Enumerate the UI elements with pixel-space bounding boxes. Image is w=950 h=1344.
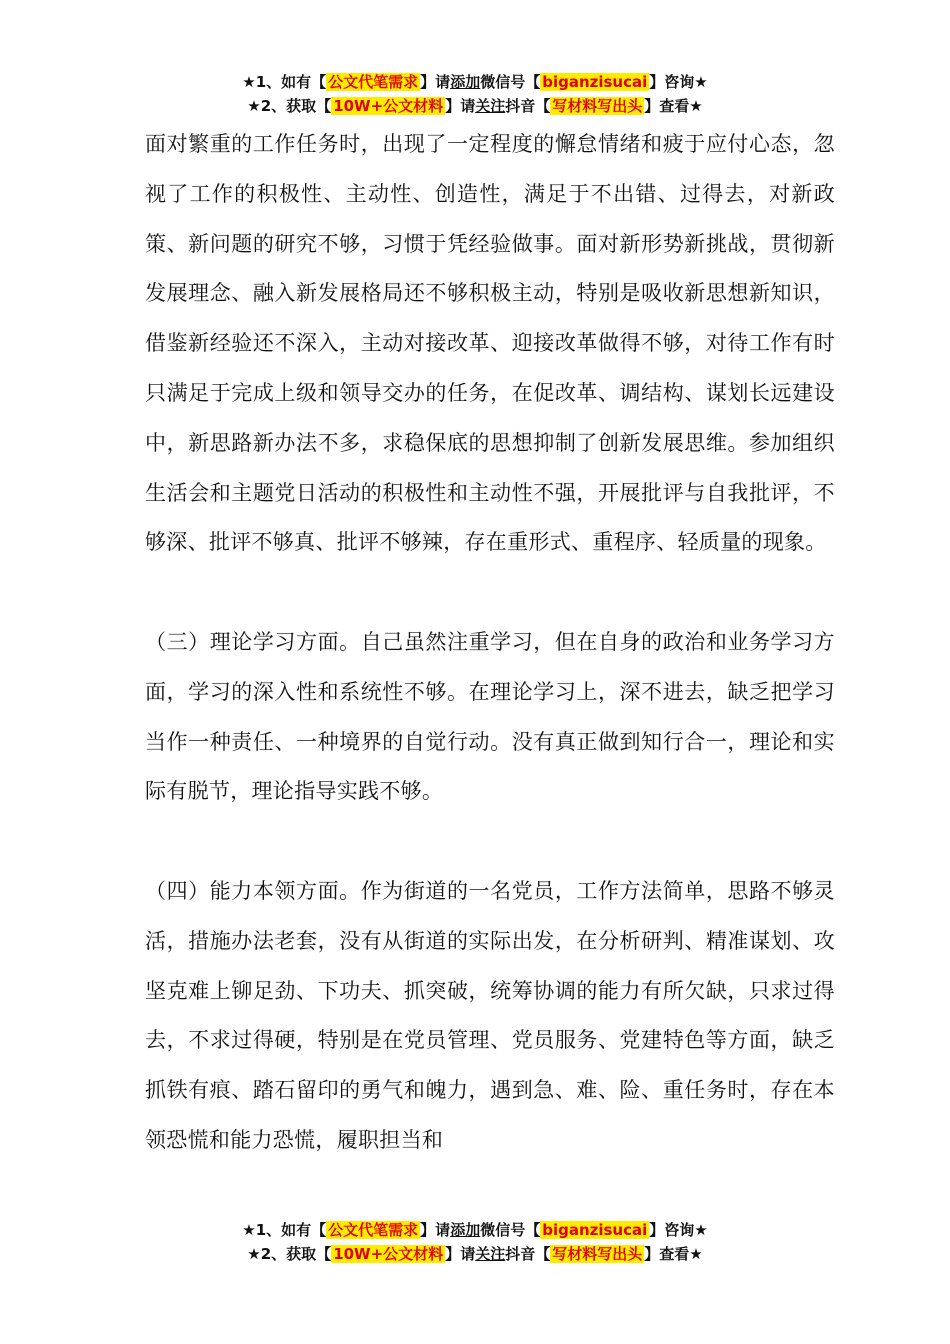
banner-line-1 <box>0 1218 950 1242</box>
banner-text: 】查看★ <box>644 1245 703 1263</box>
banner-line-1 <box>0 70 950 94</box>
body-paragraph: （三）理论学习方面。自己虽然注重学习，但在自身的政治和业务学习方面，学习的深入性和系统性不够。在理论学习上，深不进去，缺乏把学习当作一种责任、一种境界的自觉行动。没有真正做到知行合一，理论和实际有脱节，理论指导实践不够。 <box>145 629 835 804</box>
paragraph-gap <box>145 817 835 867</box>
banner-text: ★2、获取【 <box>247 97 332 115</box>
banner-highlight: 公文代笔需求 <box>328 1221 419 1239</box>
banner-text: 】咨询★ <box>649 1221 708 1239</box>
banner-underline: 关注 <box>475 1245 506 1263</box>
body-paragraph: （四）能力本领方面。作为街道的一名党员，工作方法简单，思路不够灵活，措施办法老套，没有从街道的实际出发，在分析研判、精准谋划、攻坚克难上铆足劲、下功夫、抓突破，统筹协调的能力有所欠缺，只求过得去，不求过得硬，特别是在党员管理、党员服务、党建特色等方面，缺乏抓铁有痕、踏石留印的勇气和魄力，遇到急、难、险、重任务时，存在本领恐慌和能力恐慌，履职担当和 <box>145 878 835 1152</box>
banner-text: 微信号【 <box>480 1221 541 1239</box>
banner-text: ★1、如有【 <box>242 1221 327 1239</box>
banner-text: 】请 <box>445 97 476 115</box>
banner-highlight: biganzisucai <box>542 73 648 91</box>
banner-highlight: 10W+公文材料 <box>333 97 444 115</box>
footer-banner <box>0 1218 950 1266</box>
banner-text: 】咨询★ <box>649 73 708 91</box>
header-banner <box>0 70 950 118</box>
body-paragraph: 面对繁重的工作任务时，出现了一定程度的懈怠情绪和疲于应付心态，忽视了工作的积极性、主动性、创造性，满足于不出错、过得去，对新政策、新问题的研究不够，习惯于凭经验做事。面对新形势新挑战，贯彻新发展理念、融入新发展格局还不够积极主动，特别是吸收新思想新知识，借鉴新经验还不深入，主动对接改革、迎接改革做得不够，对待工作有时只满足于完成上级和领导交办的任务，在促改革、调结构、谋划长远建设中，新思路新办法不多，求稳保底的思想抑制了创新发展思维。参加组织生活会和主题党日活动的积极性和主动性不强，开展批评与自我批评，不够深、批评不够真、批评不够辣，存在重形式、重程序、轻质量的现象。 <box>145 132 835 555</box>
banner-underline: 关注 <box>475 97 506 115</box>
banner-text: 抖音【 <box>505 97 551 115</box>
paragraph-gap <box>145 568 835 618</box>
banner-text: 】请 <box>445 1245 476 1263</box>
banner-text: ★2、获取【 <box>247 1245 332 1263</box>
banner-line-2 <box>0 1242 950 1266</box>
banner-highlight: biganzisucai <box>542 1221 648 1239</box>
banner-text: 】查看★ <box>644 97 703 115</box>
banner-line-2 <box>0 94 950 118</box>
banner-text: 】请 <box>420 1221 451 1239</box>
banner-text: 微信号【 <box>480 73 541 91</box>
banner-underline: 添加 <box>450 73 481 91</box>
banner-text: 】请 <box>420 73 451 91</box>
banner-underline: 添加 <box>450 1221 481 1239</box>
document-body <box>145 120 835 1166</box>
banner-text: ★1、如有【 <box>242 73 327 91</box>
banner-highlight: 10W+公文材料 <box>333 1245 444 1263</box>
banner-text: 抖音【 <box>505 1245 551 1263</box>
banner-highlight: 写材料写出头 <box>552 97 643 115</box>
banner-highlight: 写材料写出头 <box>552 1245 643 1263</box>
banner-highlight: 公文代笔需求 <box>328 73 419 91</box>
